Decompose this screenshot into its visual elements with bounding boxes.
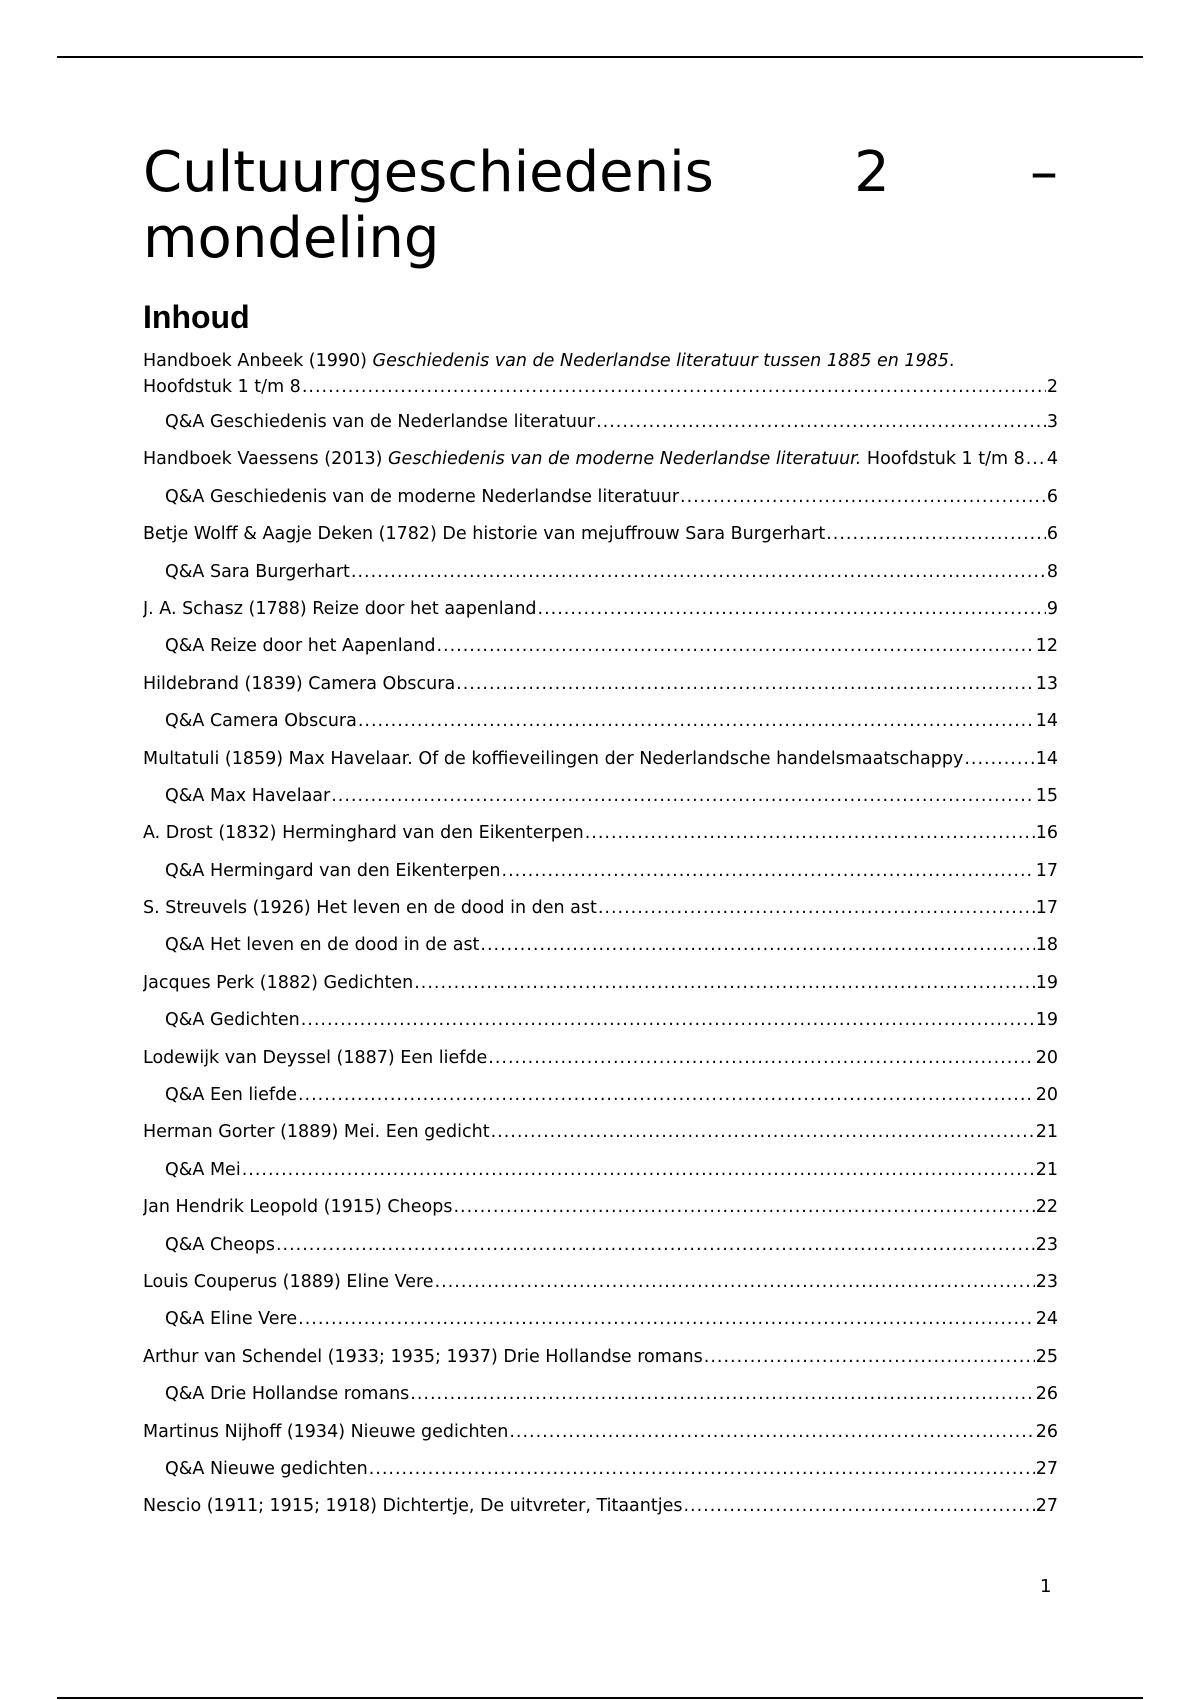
toc-leader-dots: [298, 1306, 1035, 1332]
toc-entry-label: J. A. Schasz (1788) Reize door het aapenland: [143, 598, 537, 619]
toc-leader-dots: [585, 820, 1035, 846]
toc-leader-dots: [491, 1119, 1035, 1145]
toc-page-number: 27: [1035, 1496, 1058, 1517]
toc-entry[interactable]: [143, 858, 1058, 884]
toc-leader-dots: [488, 1045, 1034, 1071]
toc-entry[interactable]: [143, 1007, 1058, 1033]
toc-leader-dots: [598, 895, 1035, 921]
toc-entry[interactable]: [143, 521, 1058, 547]
toc-entry[interactable]: [143, 820, 1058, 846]
toc-leader-dots: [480, 932, 1034, 958]
toc-page-number: 3: [1046, 412, 1058, 432]
toc-entry-label: Multatuli (1859) Max Havelaar. Of de koffieveilingen der Nederlandsche handelsmaatschappy: [143, 748, 964, 769]
toc-leader-dots: [1026, 446, 1046, 472]
toc-leader-dots: [704, 1344, 1035, 1370]
toc-page-number: 20: [1035, 1047, 1058, 1068]
toc-page-number: 6: [1046, 486, 1058, 507]
toc-entry[interactable]: [143, 671, 1058, 697]
toc-entry-label: Q&A Het leven en de dood in de ast: [165, 935, 480, 956]
toc-entry-label: A. Drost (1832) Herminghard van den Eikenterpen: [143, 823, 584, 844]
table-of-contents: [143, 348, 1058, 1519]
toc-leader-dots: [331, 783, 1035, 809]
toc-leader-dots: [414, 970, 1034, 996]
toc-leader-dots: [358, 708, 1035, 734]
toc-leader-dots: [410, 1381, 1034, 1407]
toc-entry-label: Betje Wolff & Aagje Deken (1782) De historie van mejuffrouw Sara Burgerhart: [143, 524, 826, 545]
toc-entry-label: Q&A Sara Burgerhart: [165, 561, 350, 582]
toc-entry-label: Q&A Camera Obscura: [165, 711, 357, 732]
toc-leader-dots: [683, 1493, 1034, 1519]
toc-entry-label-pre: Handboek Anbeek (1990): [143, 351, 373, 371]
toc-leader-dots: [298, 1082, 1035, 1108]
title-line-1: [143, 140, 1058, 206]
toc-entry[interactable]: [143, 633, 1058, 659]
title-dash: –: [1030, 140, 1058, 205]
toc-page-number: 21: [1035, 1159, 1058, 1180]
toc-entry[interactable]: [143, 1232, 1058, 1258]
toc-leader-dots: [680, 484, 1046, 510]
toc-page-number: 2: [1046, 377, 1058, 397]
title-word: Cultuurgeschiedenis: [143, 140, 714, 205]
toc-entry[interactable]: [143, 446, 1058, 472]
toc-page-number: 27: [1035, 1458, 1058, 1479]
toc-entry-label: Q&A Cheops: [165, 1234, 275, 1255]
toc-entry-label: Q&A Geschiedenis van de Nederlandse literatuur: [165, 412, 596, 432]
toc-entry-label: Martinus Nijhoff (1934) Nieuwe gedichten: [143, 1421, 509, 1442]
toc-page-number: 26: [1035, 1421, 1058, 1442]
toc-page-number: 14: [1035, 711, 1058, 732]
toc-page-number: 16: [1035, 823, 1058, 844]
toc-entry-label: Q&A Mei: [165, 1159, 241, 1180]
toc-entry[interactable]: [143, 596, 1058, 622]
toc-entry-label: S. Streuvels (1926) Het leven en de dood in den ast: [143, 898, 597, 919]
toc-entry[interactable]: [143, 484, 1058, 510]
toc-entry[interactable]: [143, 559, 1058, 585]
toc-heading: Inhoud: [143, 299, 250, 335]
toc-entry[interactable]: [143, 783, 1058, 809]
toc-leader-dots: [453, 1194, 1034, 1220]
toc-entry[interactable]: [143, 895, 1058, 921]
toc-leader-dots: [369, 1456, 1035, 1482]
toc-entry[interactable]: [143, 708, 1058, 734]
toc-entry-label: Herman Gorter (1889) Mei. Een gedicht: [143, 1122, 490, 1143]
toc-entry[interactable]: [143, 1493, 1058, 1519]
toc-entry[interactable]: [143, 1456, 1058, 1482]
toc-entry-label: Q&A Geschiedenis van de moderne Nederlandse literatuur: [165, 486, 680, 507]
toc-entry-label: Q&A Max Havelaar: [165, 785, 331, 806]
toc-leader-dots: [538, 596, 1046, 622]
toc-page-number: 25: [1035, 1346, 1058, 1367]
document-body: [143, 140, 1058, 1531]
toc-leader-dots: [242, 1157, 1035, 1183]
toc-entry-label: Q&A Eline Vere: [165, 1309, 298, 1330]
toc-page-number: 20: [1035, 1085, 1058, 1106]
toc-entry[interactable]: [143, 1269, 1058, 1295]
toc-entry[interactable]: [143, 348, 1058, 400]
toc-entry-label: Q&A Hermingard van den Eikenterpen: [165, 860, 501, 881]
toc-page-number: 19: [1035, 1010, 1058, 1031]
toc-page-number: 12: [1035, 636, 1058, 657]
toc-entry-label-pre: Handboek Vaessens (2013): [143, 449, 388, 470]
title-line-2: mondeling: [143, 206, 440, 271]
toc-leader-dots: [351, 559, 1046, 585]
toc-page-number: 19: [1035, 972, 1058, 993]
toc-leader-dots: [502, 858, 1035, 884]
toc-leader-dots: [509, 1419, 1034, 1445]
document-title: [143, 140, 1058, 272]
toc-leader-dots: [276, 1232, 1035, 1258]
toc-entry[interactable]: [143, 409, 1058, 435]
toc-page-number: 17: [1035, 860, 1058, 881]
toc-page-number: 23: [1035, 1271, 1058, 1292]
toc-page-number: 13: [1035, 673, 1058, 694]
toc-entry-label-line2: Hoofdstuk 1 t/m 8: [143, 377, 301, 397]
toc-page-number: 21: [1035, 1122, 1058, 1143]
toc-leader-dots: [596, 409, 1046, 435]
toc-entry[interactable]: [143, 1194, 1058, 1220]
toc-entry-label: Nescio (1911; 1915; 1918) Dichtertje, De uitvreter, Titaantjes: [143, 1496, 683, 1517]
toc-page-number: 8: [1046, 561, 1058, 582]
toc-page-number: 17: [1035, 898, 1058, 919]
toc-page-number: 6: [1046, 524, 1058, 545]
toc-entry-label-post: Hoofdstuk 1 t/m 8: [861, 449, 1025, 470]
toc-entry[interactable]: [143, 1419, 1058, 1445]
toc-page-number: 26: [1035, 1384, 1058, 1405]
toc-page-number: 24: [1035, 1309, 1058, 1330]
toc-entry-label: Q&A Een liefde: [165, 1085, 297, 1106]
toc-entry-label: Jacques Perk (1882) Gedichten: [143, 972, 414, 993]
toc-entry-label: Hildebrand (1839) Camera Obscura: [143, 673, 456, 694]
toc-entry-label-italic: Geschiedenis van de Nederlandse literatuur tussen 1885 en 1985: [372, 351, 949, 371]
header-rule: [57, 56, 1143, 58]
toc-leader-dots: [436, 633, 1034, 659]
footer-rule: [57, 1697, 1143, 1699]
toc-entry[interactable]: [143, 932, 1058, 958]
toc-entry-label: Q&A Nieuwe gedichten: [165, 1458, 368, 1479]
toc-page-number: 9: [1046, 598, 1058, 619]
toc-page-number: 15: [1035, 785, 1058, 806]
toc-entry[interactable]: [143, 1119, 1058, 1145]
toc-page-number: 14: [1035, 748, 1058, 769]
toc-entry-label: Lodewijk van Deyssel (1887) Een liefde: [143, 1047, 488, 1068]
toc-entry-label-post: .: [948, 351, 955, 371]
toc-entry[interactable]: [143, 1381, 1058, 1407]
toc-entry[interactable]: [143, 1306, 1058, 1332]
toc-entry-label: Jan Hendrik Leopold (1915) Cheops: [143, 1197, 453, 1218]
toc-entry[interactable]: [143, 1157, 1058, 1183]
toc-entry[interactable]: [143, 1344, 1058, 1370]
page-number: 1: [1040, 1576, 1052, 1597]
toc-entry-label: Arthur van Schendel (1933; 1935; 1937) Drie Hollandse romans: [143, 1346, 703, 1367]
title-number: 2: [854, 140, 890, 205]
toc-entry[interactable]: [143, 970, 1058, 996]
toc-entry-label: Louis Couperus (1889) Eline Vere: [143, 1271, 434, 1292]
toc-entry-label-italic: Geschiedenis van de moderne Nederlandse literatuur.: [388, 449, 862, 470]
toc-entry[interactable]: [143, 1082, 1058, 1108]
toc-page-number: 22: [1035, 1197, 1058, 1218]
toc-leader-dots: [302, 374, 1046, 400]
toc-entry[interactable]: [143, 746, 1058, 772]
toc-page-number: 4: [1046, 449, 1058, 470]
toc-page-number: 23: [1035, 1234, 1058, 1255]
toc-entry-label: Q&A Drie Hollandse romans: [165, 1384, 410, 1405]
toc-leader-dots: [826, 521, 1046, 547]
toc-entry[interactable]: [143, 1045, 1058, 1071]
toc-page-number: 18: [1035, 935, 1058, 956]
toc-leader-dots: [301, 1007, 1035, 1033]
toc-leader-dots: [435, 1269, 1035, 1295]
toc-leader-dots: [964, 746, 1034, 772]
toc-entry-label: Q&A Gedichten: [165, 1010, 300, 1031]
toc-leader-dots: [456, 671, 1035, 697]
toc-entry-label: Q&A Reize door het Aapenland: [165, 636, 436, 657]
